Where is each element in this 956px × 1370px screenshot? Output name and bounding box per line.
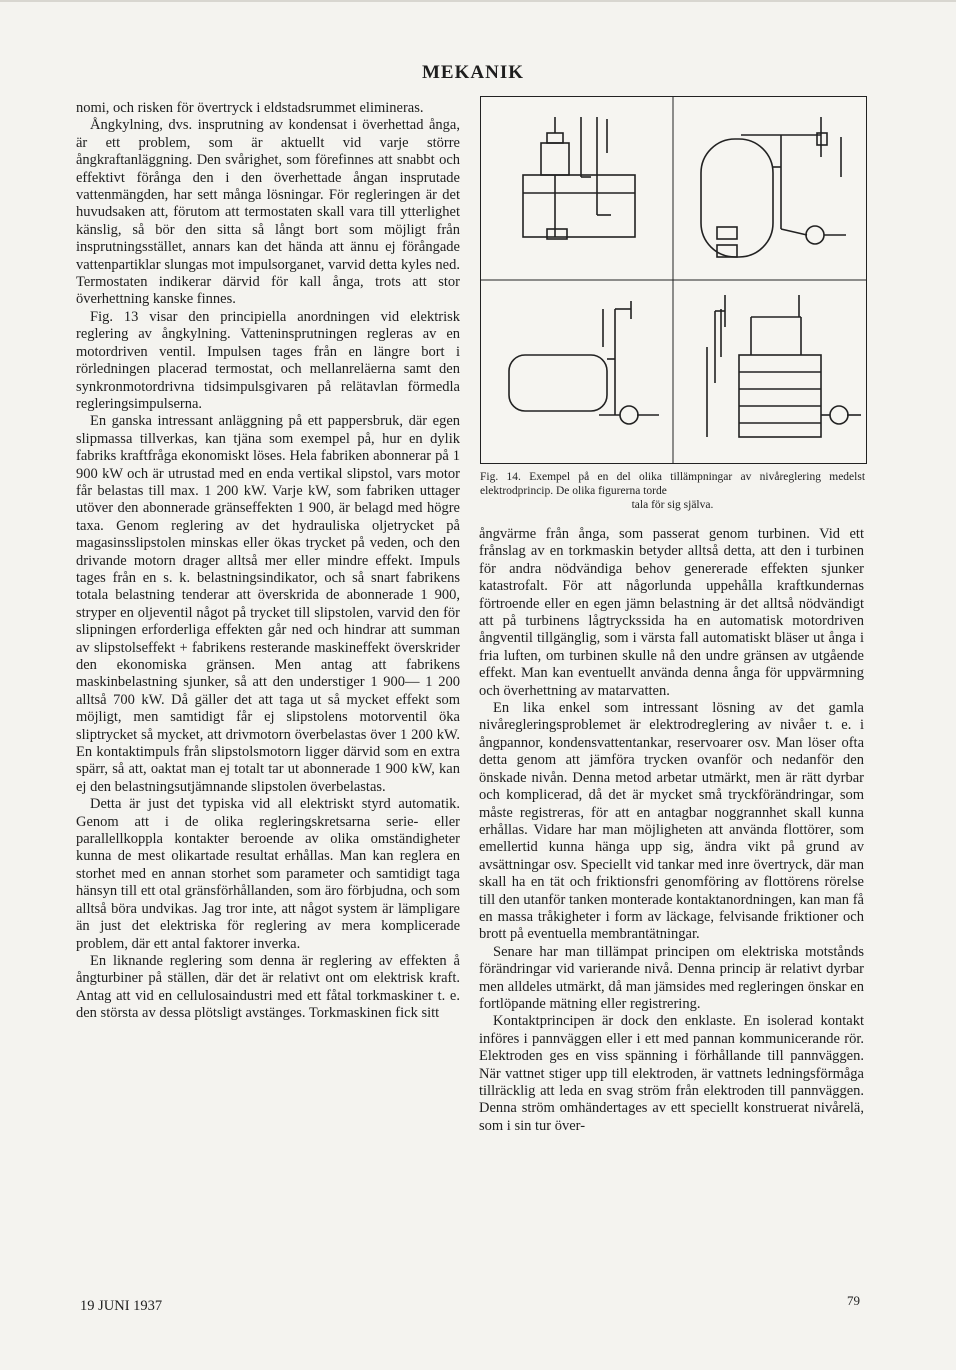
paragraph: Ångkylning, dvs. insprutning av kondensat i överhettad ånga, är ett problem, som är aktuellt vid varje större ångkraftanläggning. Den svårighet, som förefinnes att snabbt och effektivt förånga den i den överhettade ångan insprutade vattenmängden, har sett många lösningar. För regleringen är det huvudsaken att, förutom att termostaten skall vara till ytterlighet känslig, så bör den sitta så långt bort som möjligt från insprutningsstället, annars kan det hända att ännu ej förångade vattenpartiklar slungas mot impulsorganet, varvid detta kyles ned. Termostaten indikerar därvid för kall ånga, trots att stor överhettning kanske finnes. <box>76 117 460 308</box>
page-number: 79 <box>847 1293 860 1308</box>
left-column <box>76 100 460 1023</box>
tank-drawing-1 <box>523 117 635 239</box>
caption-label: Fig. 14. <box>480 471 521 483</box>
paragraph: nomi, och risken för övertryck i eldstadsrummet elimineras. <box>76 100 424 116</box>
tank-drawing-2 <box>509 301 659 424</box>
right-column <box>479 526 864 1135</box>
level-control-drawings <box>481 97 866 463</box>
paragraph: En liknande reglering som denna är reglering av effekten å ångturbiner på ställen, där det är relativt ont om elektrisk kraft. Antag att vid en cellulosaindustri med ett fåtal torkmaskiner t. e. den största av dessa plötsligt avstänges. Torkmaskinen fick sitt <box>76 952 460 1022</box>
figure-14-diagram <box>480 96 867 464</box>
paragraph: Detta är just det typiska vid all elektriskt styrd automatik. Genom att i de olika regleringskretsarna serie- eller parallellkoppla kontakter beroende av olika omständigheter kunna de mest olikartade resultat erhållas. Man kan reglera en storhet med en annan storhet som parameter och samtidigt taga hänsyn till ett otal gränsförhållanden, som äro förbjudna, och som alltså böra undvikas. Jag tror inte, att något system är lämpligare än just det elektriska för reglering av mera komplicerade problem, där ett antal faktorer inverka. <box>76 796 460 952</box>
figure-caption <box>480 470 865 512</box>
paragraph: Senare har man tillämpat principen om elektriska motstånds förändringar vid varierande nivå. Denna princip är relativt dyrbar men alldeles utmärkt, då man jämsides med regleringen önskar en fortlöpande mätning eller registrering. <box>479 943 864 1012</box>
paragraph: Kontaktprincipen är dock den enklaste. En isolerad kontakt införes i pannväggen eller i ett med pannan kommunicerande rör. Elektroden ges en viss spänning i förhållande till pannväggen. När vattnet stiger upp till elektroden, är vattnets ledningsförmåga tillräcklig att leda en svag ström från elektroden till pannväggen. Denna ström omhändertages av ett speciellt konstruerat nivårelä, som i sin tur över- <box>479 1013 864 1134</box>
paragraph: En lika enkel som intressant lösning av det gamla nivåregleringsproblemet är elektrodreglering av nivåer t. e. i ångpannor, kondensvattentankar, reservoarer osv. Man löser ofta detta genom att jämföra trycken ovanför och nedanför den önskade nivån. Denna metod arbetar utmärkt, men är rätt dyrbar och komplicerad, då det är mycket små tryckförändringar, som måste registreras, för att en antagbar noggrannhet skall kunna erhållas. Vidare har man möjligheten att använda flottörer, som emellertid kunna hänga upp sig, ändra vikt på grund av avsättningar osv. Speciellt vid tankar med inre övertryck, där man skall ha en tät och friktionsfri genomföring av flottörens rörelse till den utanför tanken monterade kontaktanordningen, kan man få en massa tråkigheter i form av läckage, felvisande friktioner och brott på eventuella membrantätningar. <box>479 700 864 943</box>
caption-last-line: tala för sig själva. <box>631 499 714 511</box>
paragraph: ångvärme från ånga, som passerat genom turbinen. Vid ett frånslag av en torkmaskin betyder alltså detta, att den i turbinen för andra nödvändiga behov genererade effekten sjunker katastrofalt. För att någorlunda uppehålla kraftkundernas förtroende eller en egen jämn belastning är det alltså nödvändigt att på turbinens lågtryckssida ha en automatisk motordriven ångventil tillgänglig, som i värsta fall automatiskt bläser ut ånga i fria luften, om turbinen skulle nå den undre gränsen av utgående effekt. Man kan eventuellt använda denna ånga för uppvärmning och överhettning av matarvatten. <box>479 526 864 699</box>
section-header: MEKANIK <box>422 62 524 83</box>
boiler-drawing <box>701 117 846 257</box>
paragraph: Fig. 13 visar den principiella anordningen vid elektrisk reglering av ångkylning. Vatteninsprutningen regleras av en motordriven ventil. Impulsen tages från en längre bort i rörledningen placerad termostat, och mellanreläerna samt den synkronmotordrivna tidsimpulsgivaren på relätavlan förmedla regleringsimpulserna. <box>76 308 460 412</box>
tank-drawing-3 <box>707 295 861 437</box>
top-edge <box>0 0 956 2</box>
caption-text: Exempel på en del olika tillämpningar av nivåreglering medelst elektrodprincip. De olika figurerna torde <box>480 471 866 497</box>
paragraph: En ganska intressant anläggning på ett pappersbruk, där egen slipmassa tillverkas, kan tjäna som exempel på, hur en dylik fabriks kraftfråga ekonomiskt löses. Hela fabriken abonnerar på 1 900 kW och är utrustad med en enda vertikal slipstol, vars motor får belastas till max. 1 200 kW. Varje kW, som fabriken uttager utöver den abonnerade gränseffekten 1 900, är belagd med högre taxa. Genom reglering av det hydrauliska oljetrycket på magasinsslipstolen minskas eller ökas trycket på veden, och den drivande motorn drager alltså mer eller mindre effekt. Impuls tages från en s. k. belastningsindikator, och så snart fabrikens totala belastning tenderar att överskrida de abonnerade 1 900, stryper en oljeventil något på trycket till slipstolen, varvid den för slipningen erforderliga effekten går ned och hindrar att summan av slipstolseffekt + fabrikens resterande maskineffekt överskrider den ekonomiska gränsen. Men antag att fabrikens maskinbelastning sjunker, så att den understiger 1 900— 1 200 alltså 700 kW. Då gäller det att taga ut så mycket effekt som möjligt, men samtidigt får ej slipstolens motorventil öka sliptrycket så mycket, att drivmotorn överbelastas över 1 200 kW. En kontaktimpuls från slipstolsmotorn ligger därvid som en extra spärr, så att, oaktat man ej totalt tar ut abonnerade 1 900 kW, kan ej den belastningsutjämnande slipstolen överbelastas. <box>76 413 460 795</box>
issue-date: 19 JUNI 1937 <box>80 1298 163 1314</box>
